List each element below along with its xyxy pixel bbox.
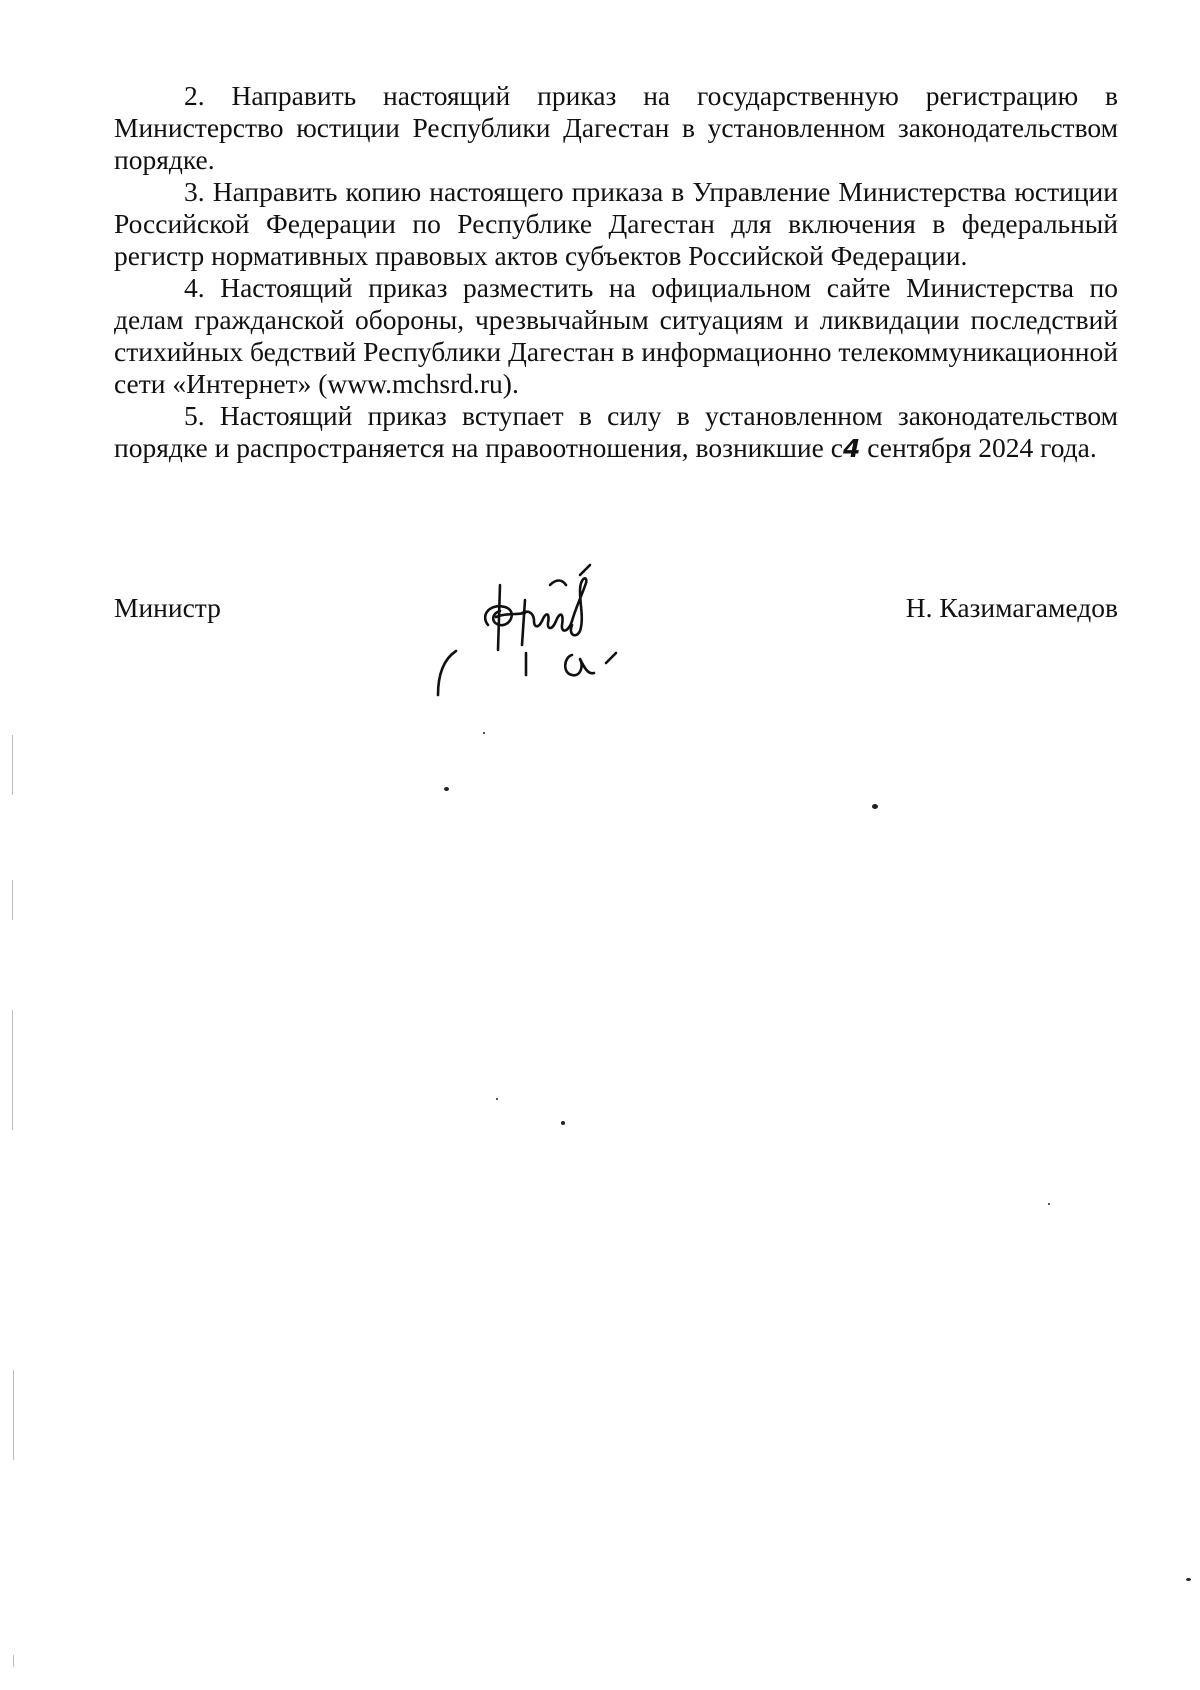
signatory-name: Н. Казимагамедов [905, 592, 1118, 623]
paragraph-3: 3. Направить копию настоящего приказа в Управление Министерства юстиции Российской Федерации по Республике Дагестан для включения в федеральный регистр нормативных правовых актов субъектов Российской Федерации. [114, 176, 1118, 271]
scan-speck [1048, 1203, 1050, 1205]
signatory-role: Министр [114, 592, 221, 623]
paragraph-5 [114, 400, 1118, 465]
scan-speck [561, 1121, 565, 1125]
scan-edge-mark [12, 735, 13, 795]
handwritten-date-day: 4 [842, 434, 861, 463]
scan-speck [444, 787, 449, 791]
document-body [114, 80, 1118, 465]
scan-speck [1186, 1578, 1191, 1581]
scan-speck [483, 732, 485, 734]
scan-edge-mark [12, 880, 13, 920]
scan-speck [872, 804, 878, 809]
paragraph-2: 2. Направить настоящий приказ на государственную регистрацию в Министерство юстиции Республики Дагестан в установленном законодательством порядке. [114, 80, 1118, 175]
scan-edge-mark [13, 1655, 14, 1667]
paragraph-5-text-after: сентября 2024 года. [860, 432, 1097, 463]
scan-edge-mark [13, 1370, 14, 1460]
paragraph-4: 4. Настоящий приказ разместить на официальном сайте Министерства по делам гражданской обороны, чрезвычайным ситуациям и ликвидации последствий стихийных бедствий Республики Дагестан в информационно телекоммуникационной сети «Интернет» (www.mchsrd.ru). [114, 272, 1118, 399]
scan-edge-mark [12, 1010, 13, 1130]
paragraph-5-text-before: 5. Настоящий приказ вступает в силу в установленном законодательством порядке и распространяется на правоотношения, возникшие с [114, 400, 1118, 463]
handwritten-signature [430, 555, 690, 725]
scan-speck [496, 1098, 498, 1100]
